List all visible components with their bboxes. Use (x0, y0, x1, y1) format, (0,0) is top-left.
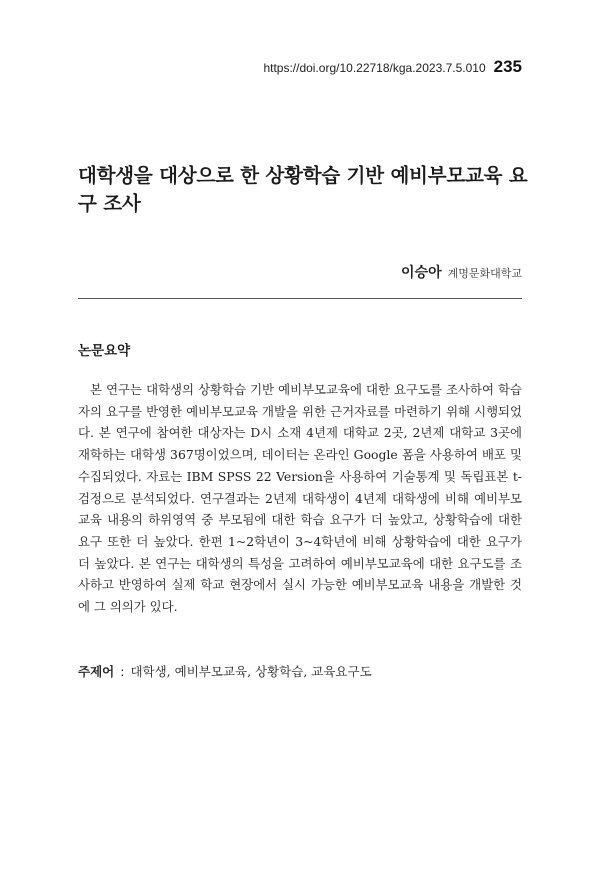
title-divider (78, 298, 522, 299)
keywords-label: 주제어 (78, 664, 115, 679)
abstract-text: 본 연구는 대학생의 상황학습 기반 예비부모교육에 대한 요구도를 조사하여 학습자의 요구를 반영한 예비부모교육 개발을 위한 근거자료를 마련하기 위해 시행되었다. 본 연구에 참여한 대상자는 D시 소재 4년제 대학교 2곳, 2년제 대학교 3곳에 재학하는 대학생 367명이었으며, 데이터는 온라인 Google 폼을 사용하여 배포 및 수집되었다. 자료는 IBM SPSS 22 Version을 사용하여 기술통계 및 독립표본 t-검정으로 분석되었다. 연구결과는 2년제 대학생이 4년제 대학생에 비해 예비부모교육 내용의 하위영역 중 부모됨에 대한 학습 요구가 더 높았고, 상황학습에 대한 요구 또한 더 높았다. 한편 1~2학년이 3~4학년에 비해 상황학습에 대한 요구가 더 높았다. 본 연구는 대학생의 특성을 고려하여 예비부모교육에 대한 요구도를 조사하고 반영하여 실제 학교 현장에서 실시 가능한 예비부모교육 내용을 개발한 것에 그 의의가 있다. (78, 382, 522, 615)
paper-title: 대학생을 대상으로 한 상황학습 기반 예비부모교육 요구 조사 (78, 164, 528, 215)
keywords-line (78, 662, 522, 680)
keywords-separator: : (120, 664, 125, 679)
author-name: 이승아 (401, 265, 442, 281)
author-affiliation: 계명문화대학교 (447, 267, 522, 280)
author-line (401, 262, 522, 282)
keywords-list: 대학생, 예비부모교육, 상황학습, 교육요구도 (130, 664, 372, 679)
page-header (263, 57, 522, 77)
page-number: 235 (493, 57, 522, 76)
doi-link[interactable]: https://doi.org/10.22718/kga.2023.7.5.010 (263, 61, 486, 75)
abstract-heading: 논문요약 (78, 343, 131, 359)
